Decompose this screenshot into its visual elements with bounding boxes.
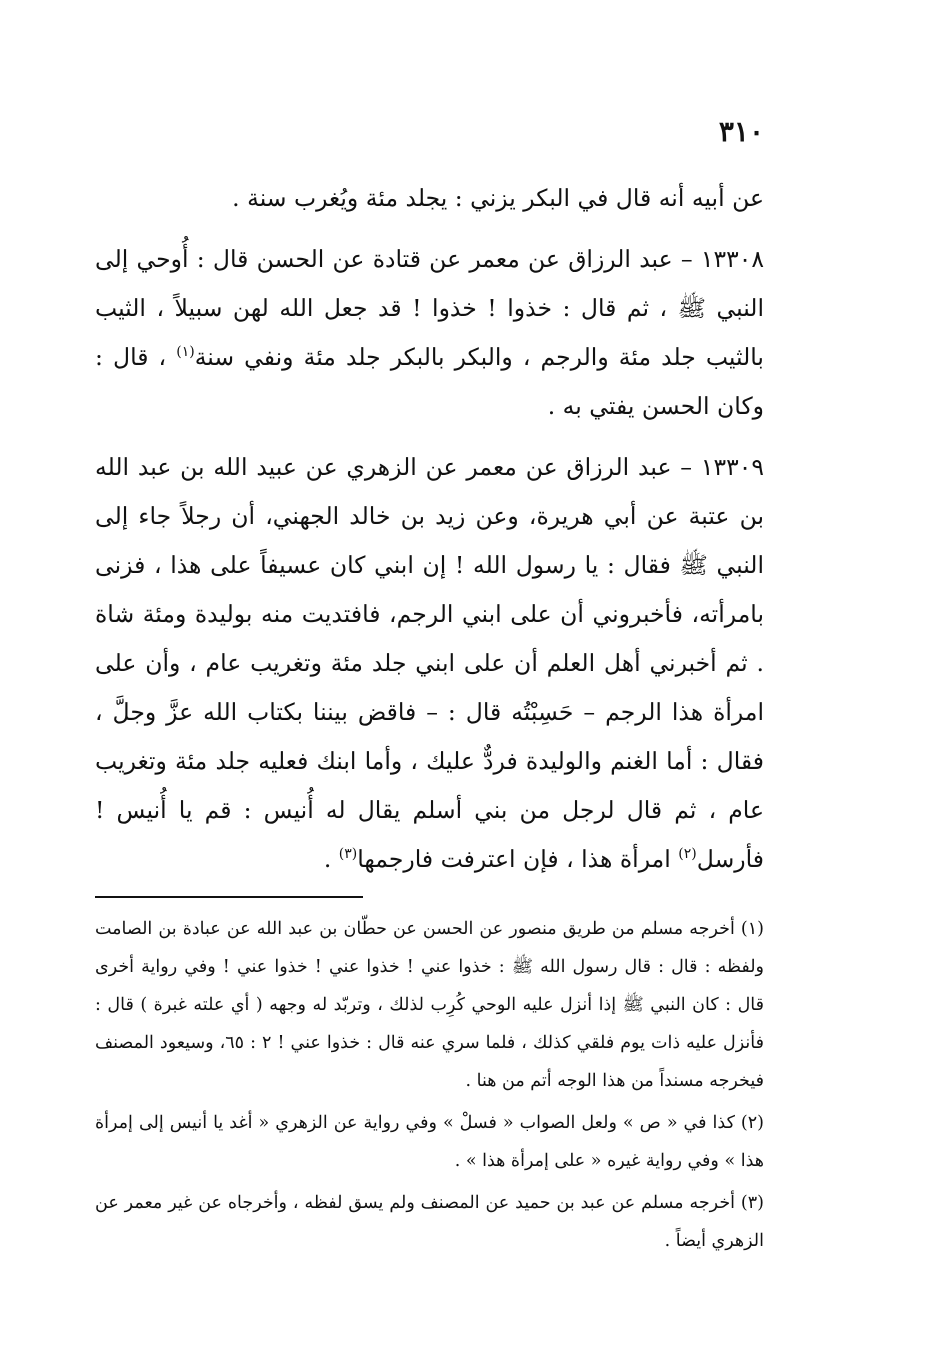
footnote-1: (١) أخرجه مسلم من طريق منصور عن الحسن عن حطّان بن عبد الله عن عبادة بن الصامت ولفظه : قال : قال رسول الله ﷺ : خذوا عني ! خذوا عني ! خذوا عني ! وفي رواية أخرى قال : كان النبي ﷺ إذا أنزل عليه الوحي كُرِب لذلك ، وتربّد له وجهه ( أي علته غبرة ) قال : فأنزل عليه ذات يوم فلقي كذلك ، فلما سري عنه قال : خذوا عني ! ٢ : ٦٥، وسيعود المصنف فيخرجه مسنداً من هذا الوجه أتم من هنا .	[95, 919, 764, 1091]
footnote-3: (٣) أخرجه مسلم عن عبد بن حميد عن المصنف ولم يسق لفظه ، وأخرجاه عن غير معمر عن الزهري أيضاً .	[95, 1193, 764, 1251]
hadith-13309-text: ١٣٣٠٩ – عبد الرزاق عن معمر عن الزهري عن عبيد الله بن عبد الله بن عتبة عن أبي هريرة، وعن زيد بن خالد الجهني، أن رجلاً جاء إلى النبي ﷺ فقال : يا رسول الله ! إن ابني كان عسيفاً على هذا ، فزنى بامرأته، فأخبروني أن على ابني الرجم، فافتديت منه بوليدة ومئة شاة . ثم أخبرني أهل العلم أن على ابني جلد مئة وتغريب عام ، وأن على امرأة هذا الرجم – حَسِبْتُه قال : – فاقض بيننا بكتاب الله عزَّ وجلَّ ، فقال : أما الغنم والوليدة فردٌّ عليك ، وأما ابنك فعليه جلد مئة وتغريب عام ، ثم قال لرجل من بني أسلم يقال له أُنيس : قم يا أُنيس ! فأرسل	[95, 453, 764, 873]
hadith-13308-text: ١٣٣٠٨ – عبد الرزاق عن معمر عن قتادة عن الحسن قال : أُوحي إلى النبي ﷺ ، ثم قال : خذوا ! خذوا ! قد جعل الله لهن سبيلاً ، الثيب بالثيب جلد مئة والرجم ، والبكر بالبكر جلد مئة ونفي سنة	[95, 245, 764, 371]
footnote-marker-2: (٢)	[678, 846, 697, 863]
hadith-13309-mid: امرأة هذا ، فإن اعترفت فارجمها	[357, 845, 671, 873]
footnote-divider	[95, 896, 363, 898]
footnote-marker-1: (١)	[176, 344, 195, 361]
footnote-marker-3: (٣)	[338, 846, 358, 863]
footnote-2: (٢) كذا في « ص » ولعل الصواب « فسلْ » وفي رواية عن الزهري « أغد يا أنيس إلى إمرأة هذا » وفي رواية غيره « على إمرأة هذا » .	[95, 1113, 764, 1171]
hadith-13308	[95, 235, 764, 431]
paragraph-continuation: عن أبيه أنه قال في البكر يزني : يجلد مئة ويُغرب سنة .	[232, 184, 764, 212]
main-text	[95, 174, 764, 884]
page-number: ٣١٠	[718, 115, 764, 148]
hadith-13308-tail: ، قال : وكان الحسن يفتي به .	[95, 343, 764, 420]
hadith-13309-end: .	[323, 845, 332, 873]
footnotes	[95, 910, 764, 1260]
hadith-13309	[95, 443, 764, 884]
